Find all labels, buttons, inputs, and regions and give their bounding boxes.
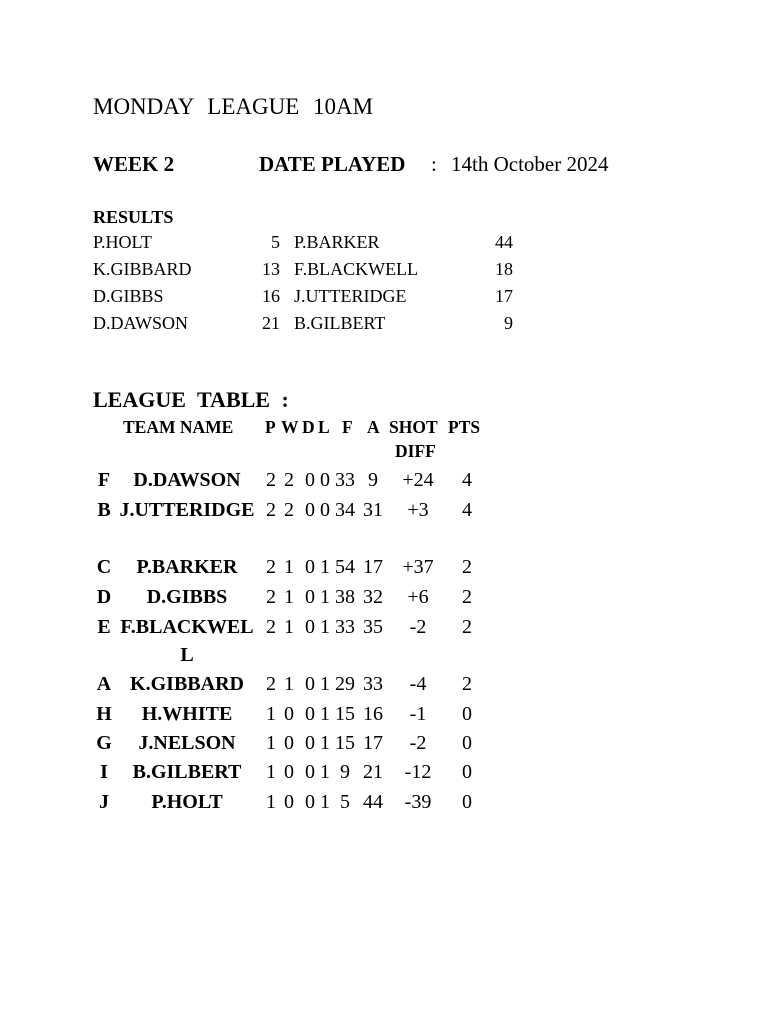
points: 0 xyxy=(462,761,472,783)
home-score: 5 xyxy=(271,232,280,252)
lost: 1 xyxy=(320,761,330,783)
drawn: 0 xyxy=(305,791,315,813)
points: 2 xyxy=(462,586,472,608)
team-name: P.HOLT xyxy=(151,791,223,813)
points: 4 xyxy=(462,469,472,491)
team-letter: G xyxy=(96,732,112,754)
col-drawn: D xyxy=(302,417,315,437)
away-player: B.GILBERT xyxy=(294,313,386,333)
team-name: D.GIBBS xyxy=(146,586,228,608)
points: 0 xyxy=(462,732,472,754)
shots-for: 33 xyxy=(335,616,355,638)
drawn: 0 xyxy=(305,616,315,638)
won: 1 xyxy=(284,556,294,578)
col-shot-diff-line2: DIFF xyxy=(395,441,436,461)
team-name: F.BLACKWELL xyxy=(120,616,254,666)
shot-diff: -1 xyxy=(409,703,427,725)
date-colon: : xyxy=(431,152,437,176)
shot-diff: +37 xyxy=(402,556,434,578)
played: 1 xyxy=(266,761,276,783)
drawn: 0 xyxy=(305,732,315,754)
shot-diff: +3 xyxy=(407,499,429,521)
col-won: W xyxy=(281,417,299,437)
points: 2 xyxy=(462,673,472,695)
team-name: J.UTTERIDGE xyxy=(119,499,255,521)
date-played-value: 14th October 2024 xyxy=(451,152,609,176)
played: 2 xyxy=(266,616,276,638)
league-table-heading: LEAGUE TABLE : xyxy=(93,387,289,412)
away-score: 17 xyxy=(495,286,513,306)
shot-diff: -12 xyxy=(404,761,432,783)
home-player: K.GIBBARD xyxy=(93,259,192,279)
shots-for: 38 xyxy=(335,586,355,608)
played: 2 xyxy=(266,499,276,521)
drawn: 0 xyxy=(305,499,315,521)
played: 1 xyxy=(266,703,276,725)
col-for: F xyxy=(342,417,353,437)
page-title: MONDAY LEAGUE 10AM xyxy=(93,94,374,119)
shots-for: 9 xyxy=(340,761,350,783)
shot-diff: +6 xyxy=(407,586,429,608)
away-score: 44 xyxy=(495,232,513,252)
team-letter: D xyxy=(96,586,112,608)
team-name: H.WHITE xyxy=(141,703,233,725)
played: 1 xyxy=(266,791,276,813)
col-played: P xyxy=(265,417,276,437)
col-shot-diff-line1: SHOT xyxy=(389,417,438,437)
lost: 1 xyxy=(320,791,330,813)
played: 2 xyxy=(266,556,276,578)
shots-for: 29 xyxy=(335,673,355,695)
shots-against: 17 xyxy=(363,556,383,578)
shots-against: 9 xyxy=(368,469,378,491)
won: 0 xyxy=(284,732,294,754)
shot-diff: -4 xyxy=(409,673,427,695)
shot-diff: -2 xyxy=(409,616,427,638)
won: 1 xyxy=(284,616,294,638)
date-played-label: DATE PLAYED xyxy=(259,152,406,176)
shot-diff: -2 xyxy=(409,732,427,754)
lost: 1 xyxy=(320,703,330,725)
won: 2 xyxy=(284,499,294,521)
lost: 1 xyxy=(320,556,330,578)
won: 1 xyxy=(284,586,294,608)
played: 1 xyxy=(266,732,276,754)
col-lost: L xyxy=(318,417,330,437)
lost: 1 xyxy=(320,673,330,695)
away-player: F.BLACKWELL xyxy=(294,259,419,279)
drawn: 0 xyxy=(305,761,315,783)
home-score: 13 xyxy=(262,259,280,279)
drawn: 0 xyxy=(305,703,315,725)
team-letter: B xyxy=(97,499,111,521)
shot-diff: -39 xyxy=(404,791,432,813)
lost: 1 xyxy=(320,616,330,638)
played: 2 xyxy=(266,469,276,491)
results-heading: RESULTS xyxy=(93,207,174,227)
shots-for: 33 xyxy=(335,469,355,491)
drawn: 0 xyxy=(305,556,315,578)
team-name: D.DAWSON xyxy=(133,469,241,491)
week-label: WEEK 2 xyxy=(93,152,175,176)
col-against: A xyxy=(367,417,380,437)
lost: 0 xyxy=(320,469,330,491)
points: 2 xyxy=(462,556,472,578)
team-name: B.GILBERT xyxy=(132,761,242,783)
team-letter: J xyxy=(99,791,109,813)
away-score: 18 xyxy=(495,259,513,279)
team-letter: E xyxy=(97,616,111,638)
away-player: P.BARKER xyxy=(294,232,380,252)
home-player: D.GIBBS xyxy=(93,286,164,306)
shots-against: 35 xyxy=(363,616,383,638)
away-score: 9 xyxy=(504,313,513,333)
lost: 1 xyxy=(320,586,330,608)
shots-for: 15 xyxy=(335,732,355,754)
shot-diff: +24 xyxy=(402,469,434,491)
shots-against: 31 xyxy=(363,499,383,521)
drawn: 0 xyxy=(305,586,315,608)
points: 0 xyxy=(462,791,472,813)
shots-against: 16 xyxy=(363,703,383,725)
won: 1 xyxy=(284,673,294,695)
won: 0 xyxy=(284,791,294,813)
away-player: J.UTTERIDGE xyxy=(294,286,407,306)
points: 2 xyxy=(462,616,472,638)
shots-against: 33 xyxy=(363,673,383,695)
lost: 0 xyxy=(320,499,330,521)
team-letter: H xyxy=(96,703,112,725)
lost: 1 xyxy=(320,732,330,754)
shots-for: 15 xyxy=(335,703,355,725)
team-name: K.GIBBARD xyxy=(130,673,244,695)
home-score: 21 xyxy=(262,313,280,333)
won: 0 xyxy=(284,703,294,725)
points: 4 xyxy=(462,499,472,521)
drawn: 0 xyxy=(305,673,315,695)
shots-for: 34 xyxy=(335,499,355,521)
shots-against: 21 xyxy=(363,761,383,783)
team-letter: C xyxy=(96,556,112,578)
shots-for: 54 xyxy=(335,556,355,578)
played: 2 xyxy=(266,586,276,608)
shots-against: 17 xyxy=(363,732,383,754)
col-team-name: TEAM NAME xyxy=(123,417,234,437)
home-score: 16 xyxy=(262,286,280,306)
team-letter: F xyxy=(97,469,111,491)
team-letter: A xyxy=(96,673,112,695)
shots-against: 44 xyxy=(363,791,383,813)
team-name: J.NELSON xyxy=(138,732,236,754)
points: 0 xyxy=(462,703,472,725)
home-player: D.DAWSON xyxy=(93,313,189,333)
drawn: 0 xyxy=(305,469,315,491)
shots-against: 32 xyxy=(363,586,383,608)
won: 2 xyxy=(284,469,294,491)
shots-for: 5 xyxy=(340,791,350,813)
team-name: P.BARKER xyxy=(136,556,238,578)
team-letter: I xyxy=(100,761,108,783)
col-points: PTS xyxy=(448,417,481,437)
played: 2 xyxy=(266,673,276,695)
won: 0 xyxy=(284,761,294,783)
home-player: P.HOLT xyxy=(93,232,152,252)
